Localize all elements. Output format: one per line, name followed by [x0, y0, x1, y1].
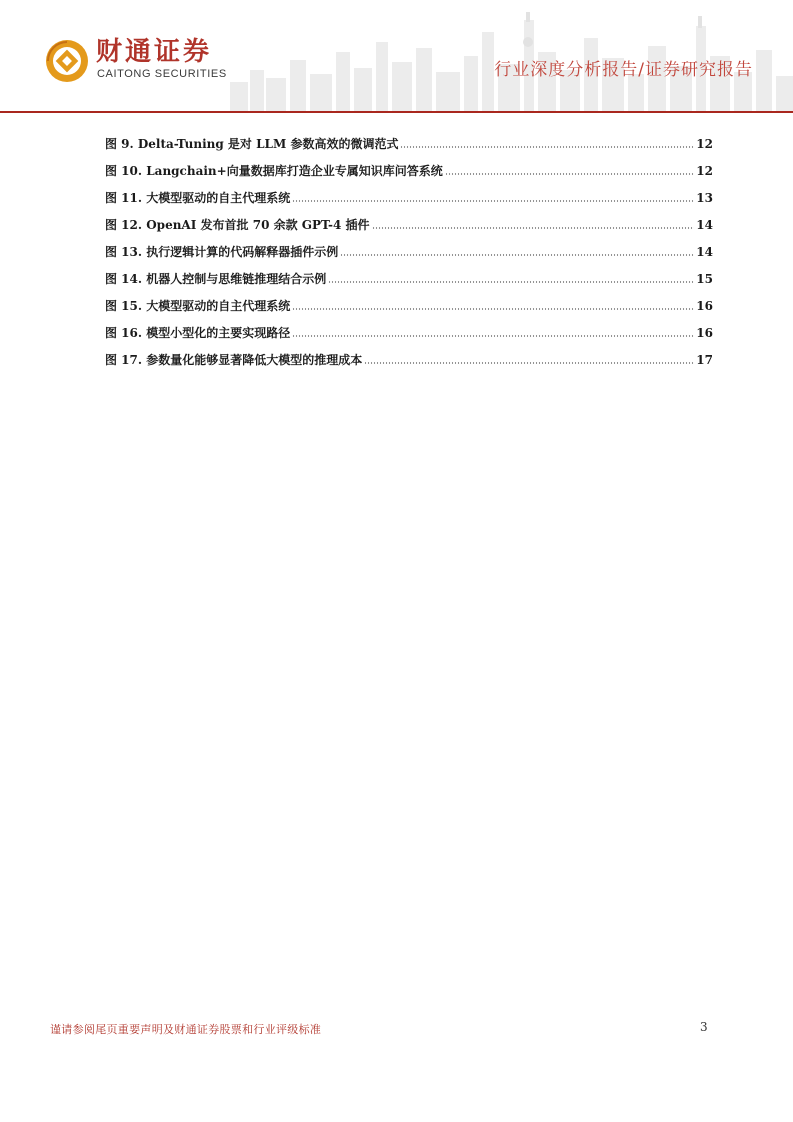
- toc-entry-page: 14: [696, 218, 713, 232]
- toc-entry-label: 图 17. 参数量化能够显著降低大模型的推理成本: [105, 353, 363, 367]
- toc-entry-page: 13: [696, 191, 713, 205]
- report-type-label: 行业深度分析报告/证券研究报告: [494, 60, 753, 80]
- toc-entry[interactable]: [105, 286, 713, 313]
- toc-leader-dots: [372, 227, 695, 229]
- toc-entry-label: 图 12. OpenAI 发布首批 70 余款 GPT-4 插件: [105, 218, 370, 232]
- toc-entry-page: 16: [696, 299, 713, 313]
- toc-entry-page: 14: [696, 245, 713, 259]
- caitong-logo-icon: [44, 38, 90, 84]
- toc-entry-page: 12: [696, 164, 713, 178]
- toc-entry-label: 图 13. 执行逻辑计算的代码解释器插件示例: [105, 245, 339, 259]
- toc-leader-dots: [292, 200, 694, 202]
- toc-entry-label: 图 10. Langchain+向量数据库打造企业专属知识库问答系统: [105, 164, 443, 178]
- toc-entry[interactable]: [105, 205, 713, 232]
- toc-entry-label: 图 11. 大模型驱动的自主代理系统: [105, 191, 291, 205]
- brand-name-en: CAITONG SECURITIES: [97, 68, 227, 80]
- toc-leader-dots: [328, 281, 694, 283]
- toc-entry-label: 图 16. 模型小型化的主要实现路径: [105, 326, 291, 340]
- toc-leader-dots: [400, 146, 694, 148]
- toc-entry[interactable]: [105, 124, 713, 151]
- header-divider: [0, 111, 793, 113]
- toc-entry-label: 图 9. Delta-Tuning 是对 LLM 参数高效的微调范式: [105, 137, 399, 151]
- toc-leader-dots: [445, 173, 695, 175]
- toc-entry-page: 16: [696, 326, 713, 340]
- toc-entry[interactable]: [105, 151, 713, 178]
- toc-entry-page: 12: [696, 137, 713, 151]
- toc-entry-page: 17: [696, 353, 713, 367]
- page-number: 3: [700, 1020, 708, 1034]
- toc-entry[interactable]: [105, 259, 713, 286]
- toc-entry-label: 图 15. 大模型驱动的自主代理系统: [105, 299, 291, 313]
- toc-entry[interactable]: [105, 232, 713, 259]
- toc-entry-label: 图 14. 机器人控制与思维链推理结合示例: [105, 272, 327, 286]
- toc-leader-dots: [340, 254, 694, 256]
- toc-entry[interactable]: [105, 313, 713, 340]
- brand-name-cn: 财通证券: [96, 37, 213, 67]
- toc-leader-dots: [364, 362, 694, 364]
- figure-toc-list: [105, 124, 713, 367]
- toc-entry[interactable]: [105, 340, 713, 367]
- toc-leader-dots: [292, 308, 694, 310]
- page-header: [0, 0, 793, 112]
- footer-disclaimer: 谨请参阅尾页重要声明及财通证券股票和行业评级标准: [50, 1023, 322, 1036]
- toc-entry[interactable]: [105, 178, 713, 205]
- toc-entry-page: 15: [696, 272, 713, 286]
- toc-leader-dots: [292, 335, 694, 337]
